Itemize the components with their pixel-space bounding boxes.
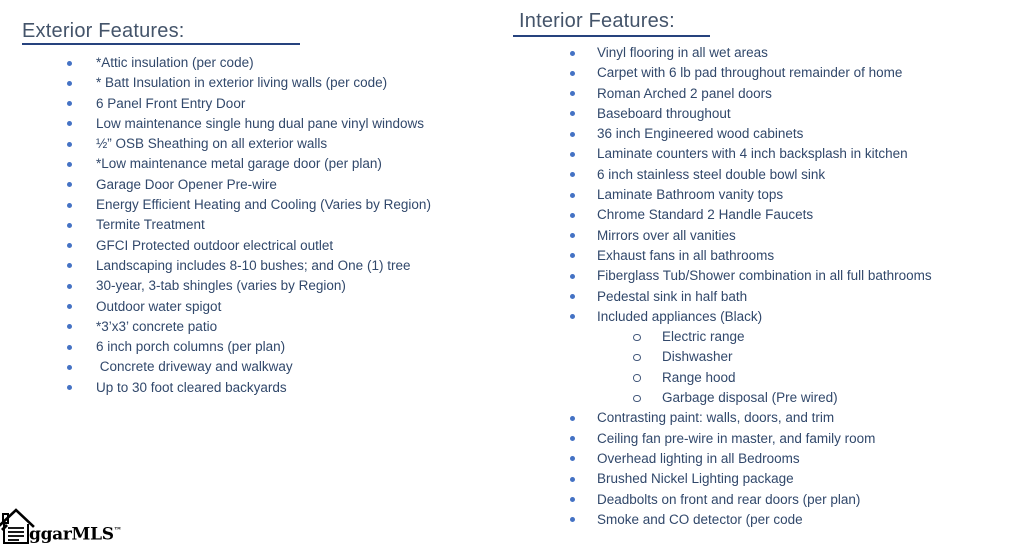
- list-item-text: Exhaust fans in all bathrooms: [597, 247, 775, 263]
- list-item-text: Baseboard throughout: [597, 105, 731, 121]
- bullet-icon: [570, 111, 575, 116]
- list-item: [22, 256, 500, 276]
- bullet-icon: [67, 101, 72, 106]
- list-item: [513, 408, 1008, 428]
- list-item-text: Electric range: [662, 329, 745, 345]
- list-item: [513, 347, 1008, 367]
- list-item: [513, 449, 1008, 469]
- exterior-heading: Exterior Features:: [22, 20, 185, 42]
- list-item-text: 36 inch Engineered wood cabinets: [597, 126, 804, 142]
- list-item: [513, 490, 1008, 510]
- list-item-text: Concrete driveway and walkway: [96, 359, 293, 375]
- list-item-text: Garage Door Opener Pre-wire: [96, 176, 277, 192]
- list-item: [513, 368, 1008, 388]
- list-item: [513, 165, 1008, 185]
- list-item-text: Range hood: [662, 369, 736, 385]
- bullet-icon: [67, 324, 72, 329]
- list-item: [22, 134, 500, 154]
- bullet-icon: [67, 81, 72, 86]
- list-item-text: Contrasting paint: walls, doors, and trim: [597, 410, 835, 426]
- list-item: [22, 195, 500, 215]
- list-item-text: Landscaping includes 8-10 bushes; and One (1) tree: [96, 257, 411, 273]
- bullet-icon: [570, 253, 575, 258]
- list-item-text: Fiberglass Tub/Shower combination in all full bathrooms: [597, 268, 932, 284]
- bullet-icon: [633, 334, 641, 342]
- list-item-text: Pedestal sink in half bath: [597, 288, 748, 304]
- interior-feature-list: [513, 43, 1008, 530]
- list-item-text: Brushed Nickel Lighting package: [597, 471, 794, 487]
- bullet-icon: [570, 274, 575, 279]
- bullet-icon: [570, 233, 575, 238]
- bullet-icon: [570, 213, 575, 218]
- bullet-icon: [67, 284, 72, 289]
- list-item: [513, 144, 1008, 164]
- list-item-text: Mirrors over all vanities: [597, 227, 736, 243]
- list-item: [22, 215, 500, 235]
- list-item-text: Up to 30 foot cleared backyards: [96, 379, 287, 395]
- bullet-icon: [67, 61, 72, 66]
- list-item-text: Included appliances (Black): [597, 308, 763, 324]
- list-item-text: *Low maintenance metal garage door (per plan): [96, 156, 382, 172]
- bullet-icon: [67, 304, 72, 309]
- bullet-icon: [67, 223, 72, 228]
- exterior-heading-underline: [22, 43, 300, 45]
- list-item-text: 6 inch porch columns (per plan): [96, 339, 286, 355]
- bullet-icon: [570, 497, 575, 502]
- bullet-icon: [570, 416, 575, 421]
- list-item-text: 6 Panel Front Entry Door: [96, 95, 246, 111]
- list-item-text: Vinyl flooring in all wet areas: [597, 45, 768, 60]
- list-item: [513, 104, 1008, 124]
- list-item: [513, 469, 1008, 489]
- list-item: [22, 378, 500, 398]
- bullet-icon: [67, 121, 72, 126]
- list-item-text: GFCI Protected outdoor electrical outlet: [96, 237, 334, 253]
- list-item: [22, 53, 500, 73]
- list-item: [22, 154, 500, 174]
- bullet-icon: [633, 354, 641, 362]
- list-item: [513, 246, 1008, 266]
- list-item-text: Smoke and CO detector (per code: [597, 511, 803, 527]
- bullet-icon: [570, 51, 575, 56]
- bullet-icon: [570, 294, 575, 299]
- list-item-text: Energy Efficient Heating and Cooling (Varies by Region): [96, 197, 431, 213]
- bullet-icon: [570, 152, 575, 157]
- list-item-text: Garbage disposal (Pre wired): [662, 390, 838, 406]
- list-item-text: 6 inch stainless steel double bowl sink: [597, 166, 826, 182]
- bullet-icon: [633, 374, 641, 382]
- list-item-text: * Batt Insulation in exterior living walls (per code): [96, 75, 388, 91]
- list-item: [22, 236, 500, 256]
- list-item: [513, 226, 1008, 246]
- logo-name: ggarMLS: [29, 525, 114, 545]
- list-item: [513, 388, 1008, 408]
- list-item: [22, 337, 500, 357]
- mls-logo: [0, 505, 122, 545]
- list-item: [513, 84, 1008, 104]
- list-item-text: 30-year, 3-tab shingles (varies by Region): [96, 278, 346, 294]
- list-item-text: *Attic insulation (per code): [96, 55, 254, 70]
- list-item-text: Laminate counters with 4 inch backsplash in kitchen: [597, 146, 908, 162]
- list-item-text: Termite Treatment: [96, 217, 205, 233]
- list-item-text: Dishwasher: [662, 349, 733, 365]
- list-item: [513, 510, 1008, 530]
- list-item: [513, 124, 1008, 144]
- list-item-text: Outdoor water spigot: [96, 298, 222, 314]
- list-item: [513, 307, 1008, 327]
- bullet-icon: [67, 365, 72, 370]
- interior-features-section: [513, 9, 1008, 530]
- bullet-icon: [570, 477, 575, 482]
- list-item: [513, 205, 1008, 225]
- interior-heading-underline: [513, 35, 710, 37]
- bullet-icon: [570, 91, 575, 96]
- list-item: [22, 94, 500, 114]
- list-item-text: Laminate Bathroom vanity tops: [597, 187, 784, 203]
- list-item-text: *3’x3’ concrete patio: [96, 318, 218, 334]
- list-item-text: Ceiling fan pre-wire in master, and family room: [597, 430, 876, 446]
- list-item: [513, 63, 1008, 83]
- bullet-icon: [570, 456, 575, 461]
- bullet-icon: [67, 345, 72, 350]
- bullet-icon: [633, 395, 641, 403]
- bullet-icon: [67, 182, 72, 187]
- bullet-icon: [67, 263, 72, 268]
- bullet-icon: [570, 193, 575, 198]
- exterior-features-section: [22, 19, 500, 398]
- list-item-text: Deadbolts on front and rear doors (per plan): [597, 491, 861, 507]
- bullet-icon: [67, 142, 72, 147]
- list-item: [513, 327, 1008, 347]
- bullet-icon: [570, 517, 575, 522]
- bullet-icon: [67, 203, 72, 208]
- bullet-icon: [67, 385, 72, 390]
- list-item-text: Roman Arched 2 panel doors: [597, 85, 772, 101]
- list-item: [513, 429, 1008, 449]
- list-item-text: Overhead lighting in all Bedrooms: [597, 450, 800, 466]
- list-item: [22, 297, 500, 317]
- list-item: [22, 114, 500, 134]
- list-item: [22, 357, 500, 377]
- bullet-icon: [570, 436, 575, 441]
- list-item-text: Low maintenance single hung dual pane vinyl windows: [96, 115, 424, 131]
- list-item: [22, 73, 500, 93]
- list-item: [513, 266, 1008, 286]
- bullet-icon: [570, 314, 575, 319]
- list-item: [513, 287, 1008, 307]
- bullet-icon: [67, 243, 72, 248]
- list-item-text: Carpet with 6 lb pad throughout remainder of home: [597, 65, 903, 81]
- trademark-symbol: ™: [113, 525, 122, 536]
- bullet-icon: [570, 71, 575, 76]
- list-item: [22, 276, 500, 296]
- exterior-feature-list: [22, 53, 500, 398]
- list-item: [22, 317, 500, 337]
- list-item-text: ½” OSB Sheathing on all exterior walls: [96, 136, 328, 152]
- list-item: [513, 43, 1008, 63]
- interior-heading: Interior Features:: [519, 10, 675, 32]
- list-item: [513, 185, 1008, 205]
- list-item: [22, 175, 500, 195]
- bullet-icon: [570, 132, 575, 137]
- bullet-icon: [67, 162, 72, 167]
- list-item-text: Chrome Standard 2 Handle Faucets: [597, 207, 814, 223]
- bullet-icon: [570, 172, 575, 177]
- logo-text: [29, 523, 122, 543]
